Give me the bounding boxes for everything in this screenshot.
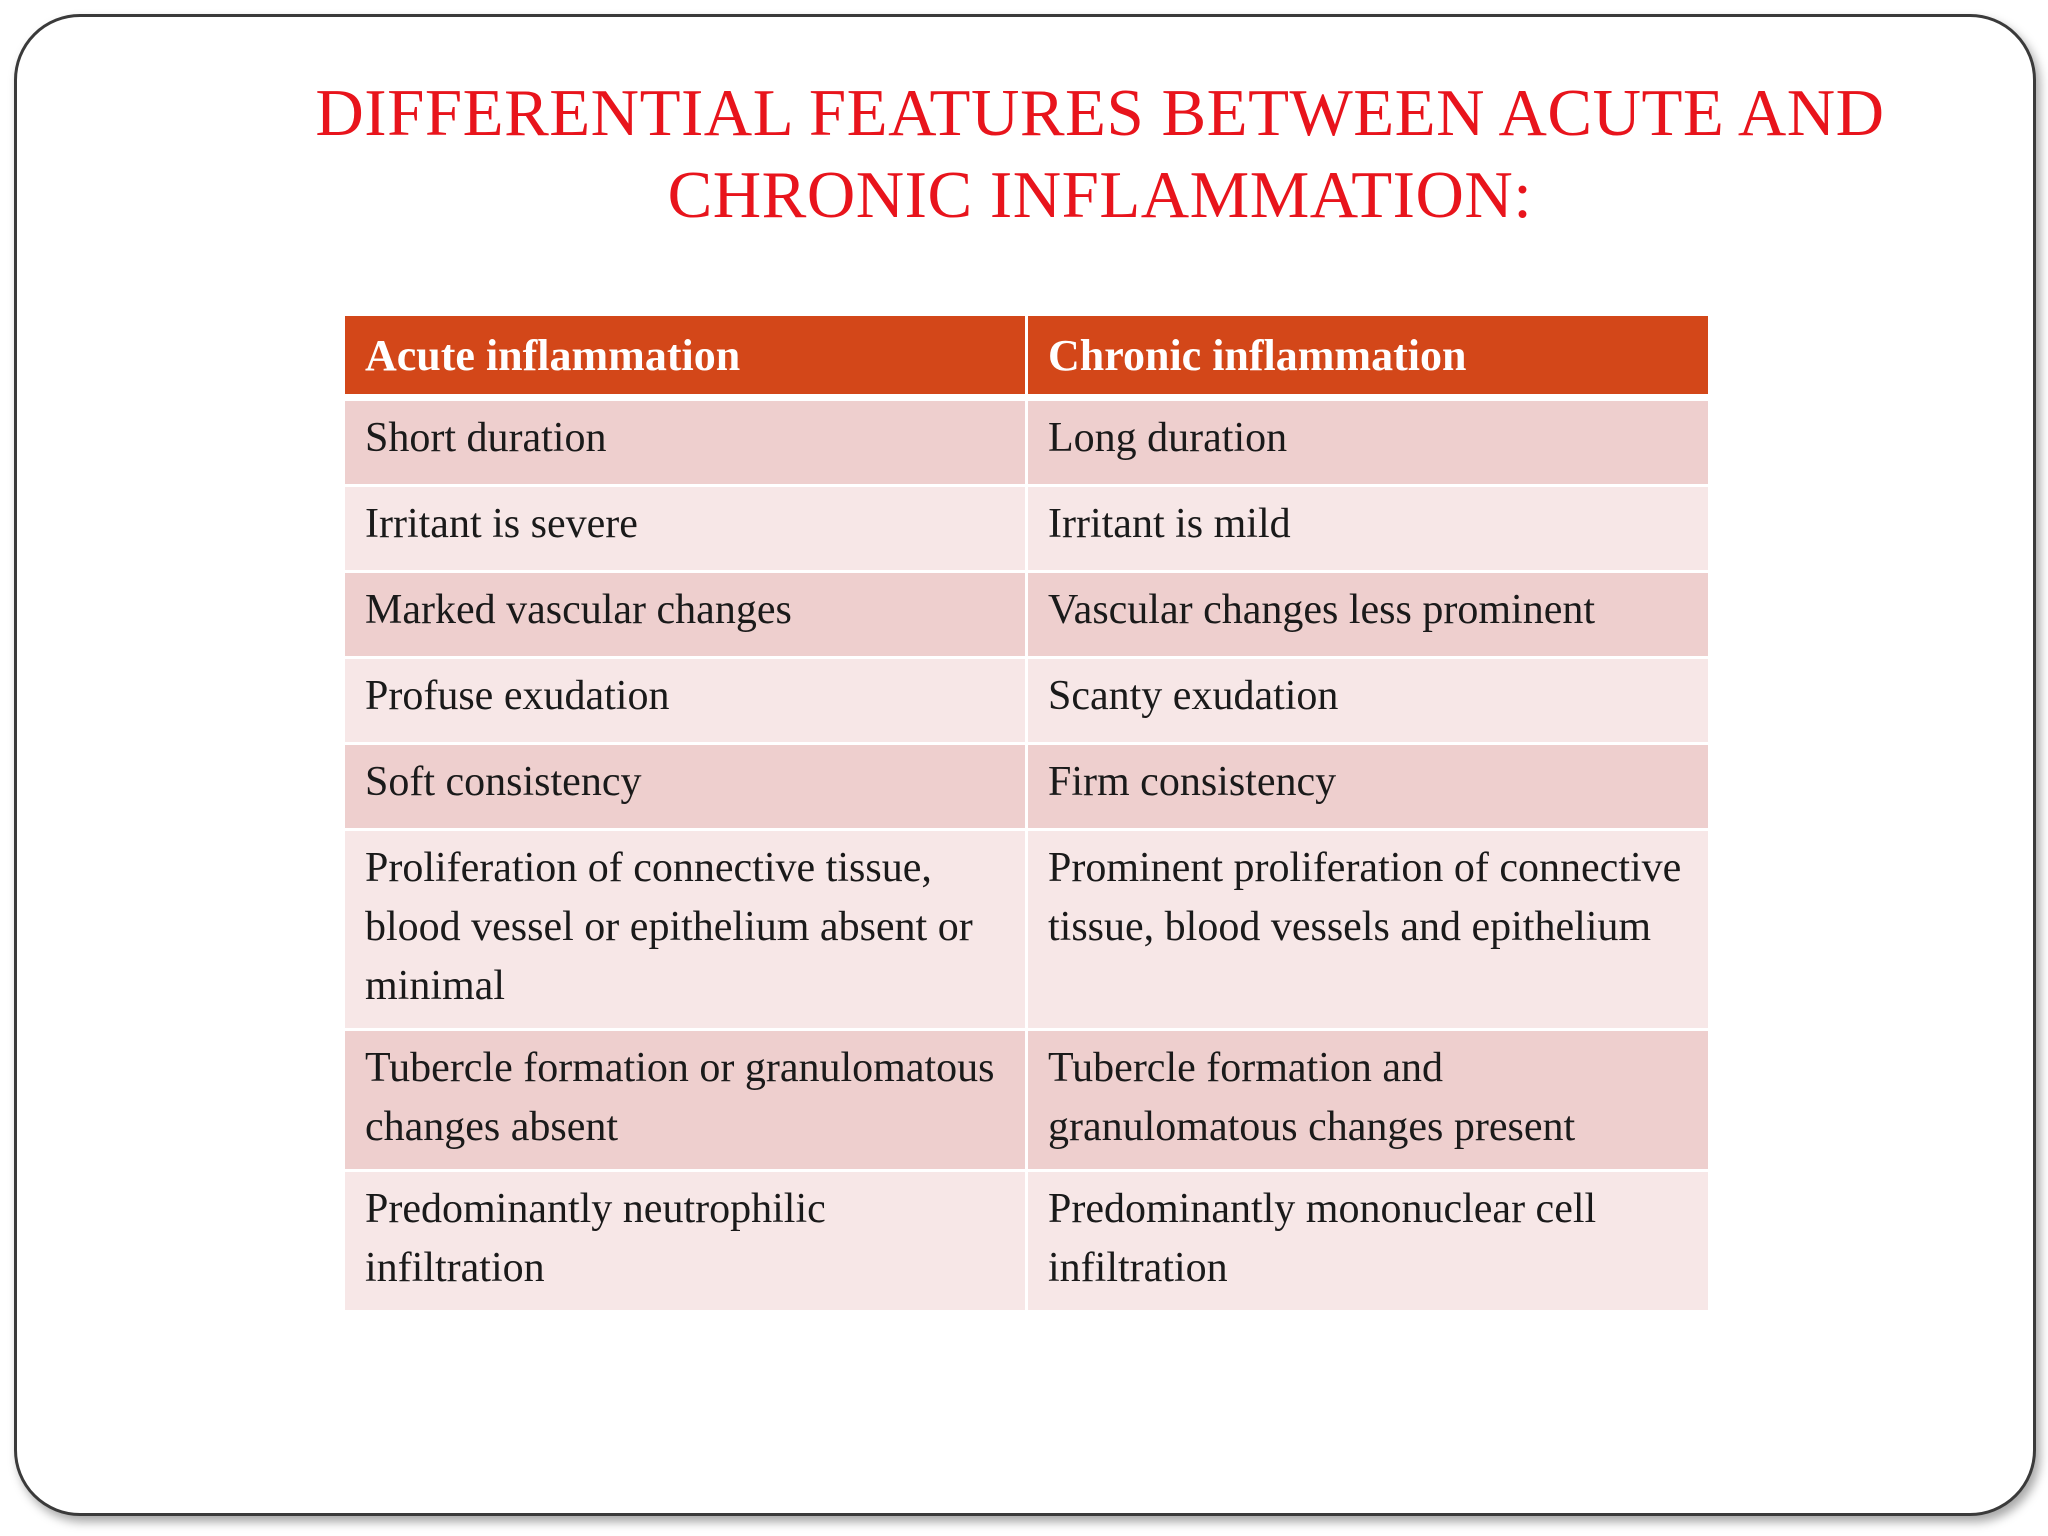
cell-chronic: Long duration <box>1028 401 1708 484</box>
cell-acute: Tubercle formation or granulomatous changes absent <box>345 1031 1025 1169</box>
slide-title-line-2: CHRONIC INFLAMMATION: <box>667 158 1533 232</box>
table-row <box>345 1172 1708 1310</box>
cell-chronic: Firm consistency <box>1028 745 1708 828</box>
table-row <box>345 487 1708 570</box>
cell-chronic: Tubercle formation and granulomatous changes present <box>1028 1031 1708 1169</box>
slide-title <box>300 72 1900 236</box>
cell-chronic: Irritant is mild <box>1028 487 1708 570</box>
table-row <box>345 831 1708 1028</box>
cell-acute: Marked vascular changes <box>345 573 1025 656</box>
cell-chronic: Vascular changes less prominent <box>1028 573 1708 656</box>
cell-acute: Short duration <box>345 401 1025 484</box>
table-row <box>345 573 1708 656</box>
table-row <box>345 659 1708 742</box>
column-header-chronic: Chronic inflammation <box>1028 316 1708 398</box>
cell-acute: Profuse exudation <box>345 659 1025 742</box>
cell-chronic: Predominantly mononuclear cell infiltration <box>1028 1172 1708 1310</box>
slide-title-line-1: DIFFERENTIAL FEATURES BETWEEN ACUTE AND <box>315 76 1885 150</box>
cell-chronic: Scanty exudation <box>1028 659 1708 742</box>
cell-acute: Soft consistency <box>345 745 1025 828</box>
comparison-table <box>342 313 1711 1313</box>
cell-acute: Proliferation of connective tissue, blood vessel or epithelium absent or minimal <box>345 831 1025 1028</box>
column-header-acute: Acute inflammation <box>345 316 1025 398</box>
table-row <box>345 745 1708 828</box>
table-row <box>345 401 1708 484</box>
cell-chronic: Prominent proliferation of connective tissue, blood vessels and epithelium <box>1028 831 1708 1028</box>
table-header-row <box>345 316 1708 398</box>
table-row <box>345 1031 1708 1169</box>
cell-acute: Irritant is severe <box>345 487 1025 570</box>
cell-acute: Predominantly neutrophilic infiltration <box>345 1172 1025 1310</box>
